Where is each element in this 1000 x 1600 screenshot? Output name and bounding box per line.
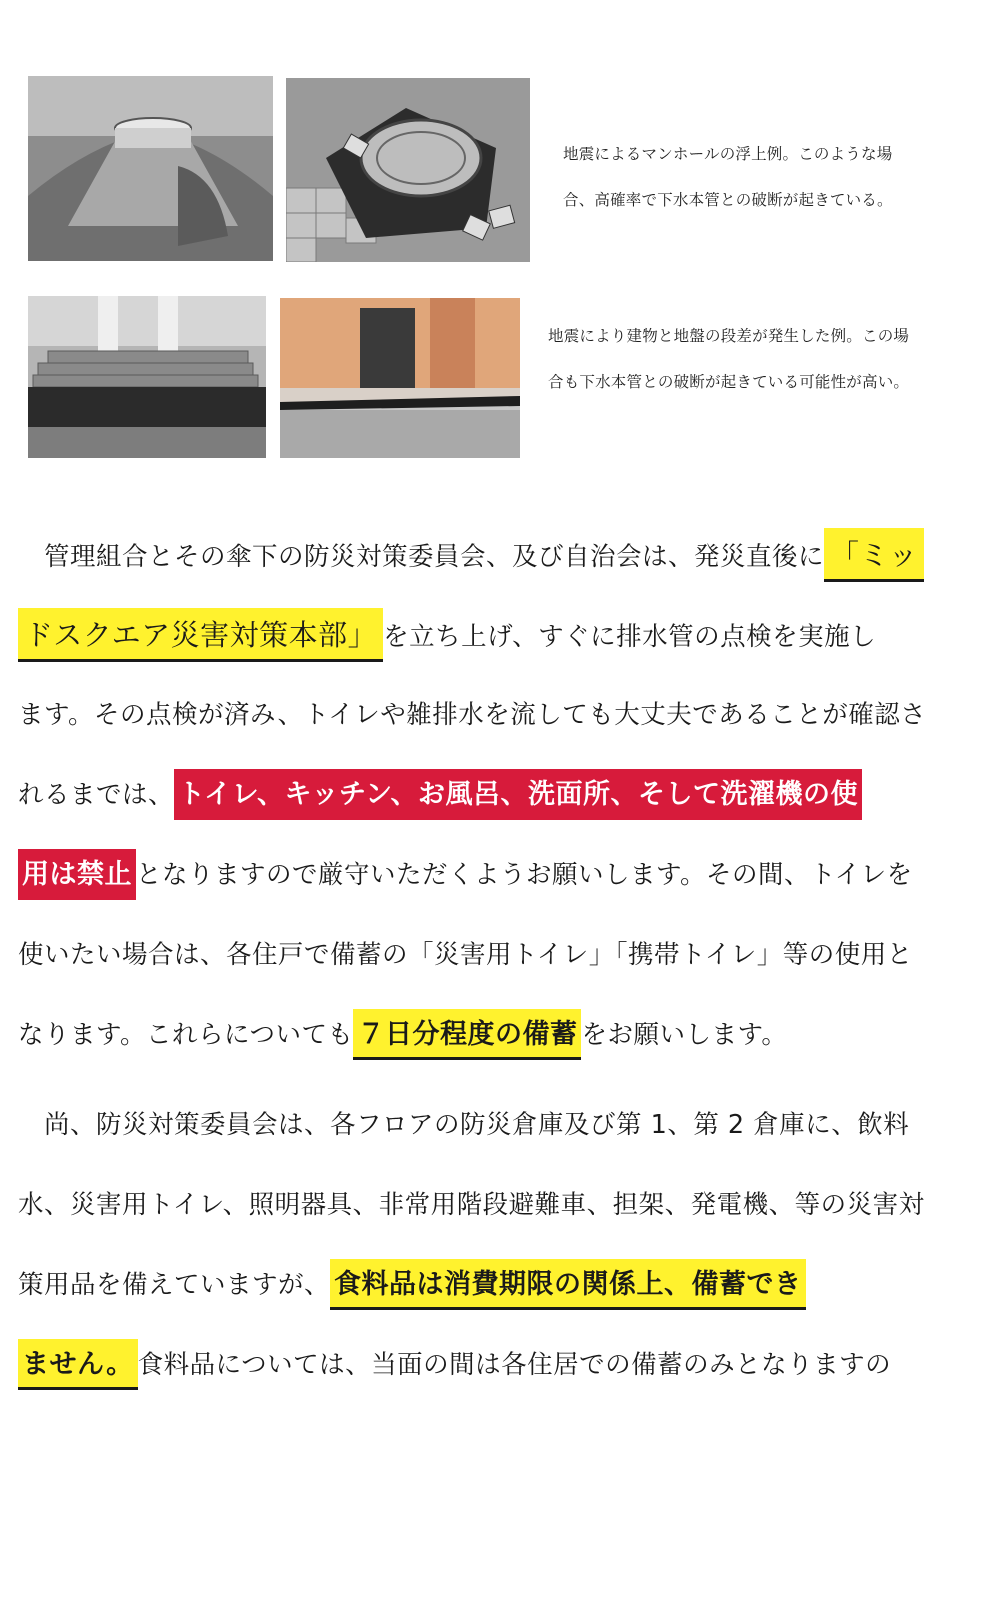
caption-line: 合、高確率で下水本管との破断が起きている。: [563, 191, 893, 209]
manhole-icon: [28, 76, 273, 261]
text-segment: れるまでは、: [18, 780, 175, 810]
text-line: 使いたい場合は、各住戸で備蓄の「災害用トイレ」「携帯トイレ」等の使用と: [18, 940, 913, 970]
manhole-uplift-photo-1: [28, 76, 273, 261]
text-line: [18, 515, 978, 595]
building-step-photo-1: [28, 296, 266, 458]
text-segment: なります。これらについても: [18, 1020, 354, 1050]
paragraph-supplies: [18, 1085, 978, 1405]
caption-line: 地震によるマンホールの浮上例。このような場: [563, 145, 893, 163]
highlight-stockpile: ７日分程度の備蓄: [353, 1009, 581, 1060]
text-segment: を立ち上げ、すぐに排水管の点検を実施し: [383, 622, 877, 652]
text-line: [18, 1325, 978, 1405]
text-segment: 尚、防災対策委員会は、各フロアの防災倉庫及び第 1、第 2 倉庫に、飲料: [44, 1110, 910, 1140]
text-line: 水、災害用トイレ、照明器具、非常用階段避難車、担架、発電機、等の災害対: [18, 1190, 925, 1220]
highlight-prohibition: 用は禁止: [18, 849, 136, 900]
caption-line: 合も下水本管との破断が起きている可能性が高い。: [548, 373, 910, 391]
building-caption: [548, 313, 988, 405]
manhole-caption: [563, 131, 983, 223]
caption-line: 地震により建物と地盤の段差が発生した例。この場: [548, 327, 910, 345]
text-segment: 食料品については、当面の間は各住居での備蓄のみとなりますの: [137, 1350, 892, 1380]
text-segment: となりますので厳守いただくようお願いします。その間、トイレを: [136, 860, 913, 890]
text-line: ます。その点検が済み、トイレや雑排水を流しても大丈夫であることが確認さ: [18, 700, 927, 730]
text-line: [18, 1085, 978, 1165]
manhole-uplift-photo-2: [286, 78, 530, 262]
text-line: [18, 595, 978, 675]
building-step-photo-2: [280, 298, 520, 458]
stairs-icon: [28, 296, 266, 458]
highlight-food-notice: ません。: [18, 1339, 138, 1390]
paragraph-disaster-hq: [18, 515, 978, 1075]
text-segment: 管理組合とその傘下の防災対策委員会、及び自治会は、発災直後に: [44, 542, 825, 572]
text-line: [18, 755, 978, 835]
highlight-food-notice: 食料品は消費期限の関係上、備蓄でき: [330, 1259, 806, 1310]
highlight-hq-name: 「ミッ: [824, 528, 924, 582]
text-segment: をお願いします。: [581, 1020, 788, 1050]
building-icon: [280, 298, 520, 458]
text-segment: 策用品を備えていますが、: [18, 1270, 331, 1300]
highlight-hq-name: ドスクエア災害対策本部」: [18, 608, 383, 662]
highlight-prohibition: トイレ、キッチン、お風呂、洗面所、そして洗濯機の使: [174, 769, 862, 820]
text-line: [18, 995, 978, 1075]
text-line: [18, 835, 978, 915]
manhole-icon: [286, 78, 530, 262]
text-line: [18, 1245, 978, 1325]
